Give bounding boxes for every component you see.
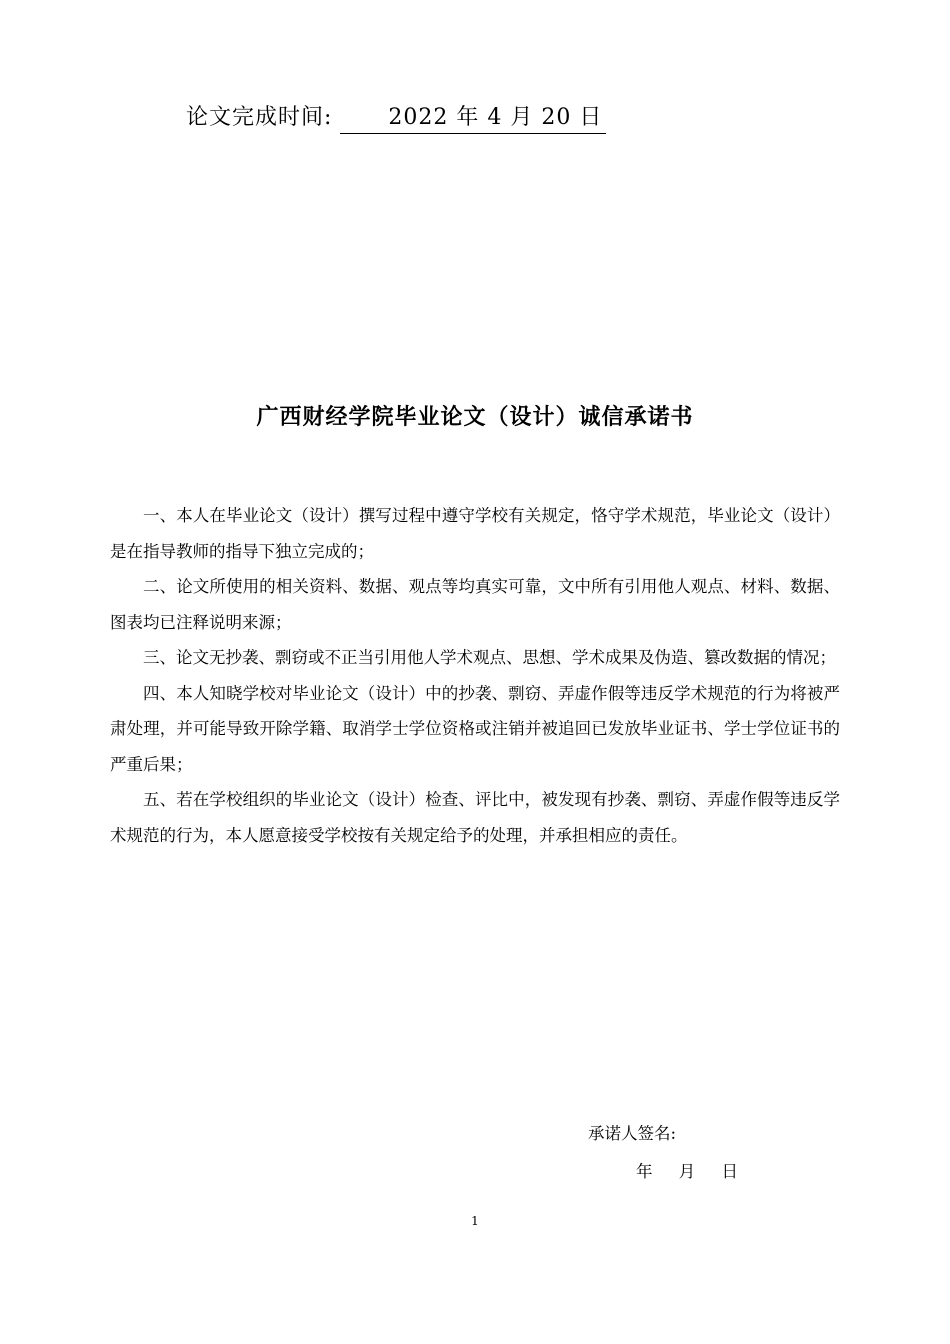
pledge-body bbox=[110, 498, 840, 853]
signature-label: 承诺人签名: bbox=[588, 1124, 677, 1143]
completion-time-label: 论文完成时间: bbox=[186, 105, 333, 130]
pledge-title: 广西财经学院毕业论文（设计）诚信承诺书 bbox=[256, 405, 694, 430]
pledge-item-5: 五、若在学校组织的毕业论文（设计）检查、评比中，被发现有抄袭、剽窃、弄虚作假等违反学术规范的行为，本人愿意接受学校按有关规定给予的处理，并承担相应的责任。 bbox=[110, 790, 840, 845]
pledge-item-1: 一、本人在毕业论文（设计）撰写过程中遵守学校有关规定，恪守学术规范，毕业论文（设计）是在指导教师的指导下独立完成的； bbox=[110, 506, 840, 561]
pledge-item-3: 三、论文无抄袭、剽窃或不正当引用他人学术观点、思想、学术成果及伪造、篡改数据的情况； bbox=[143, 648, 836, 667]
pledge-item-4: 四、本人知晓学校对毕业论文（设计）中的抄袭、剽窃、弄虚作假等违反学术规范的行为将被严肃处理，并可能导致开除学籍、取消学士学位资格或注销并被追回已发放毕业证书、学士学位证书的严重后果； bbox=[110, 683, 840, 774]
completion-date: 2022 年 4 月 20 日 bbox=[340, 103, 606, 134]
pledge-item-2: 二、论文所使用的相关资料、数据、观点等均真实可靠，文中所有引用他人观点、材料、数据、图表均已注释说明来源； bbox=[110, 577, 840, 632]
page-number: 1 bbox=[471, 1214, 479, 1228]
completion-time-line bbox=[186, 100, 606, 134]
signature-date: 年 月 日 bbox=[636, 1162, 738, 1181]
